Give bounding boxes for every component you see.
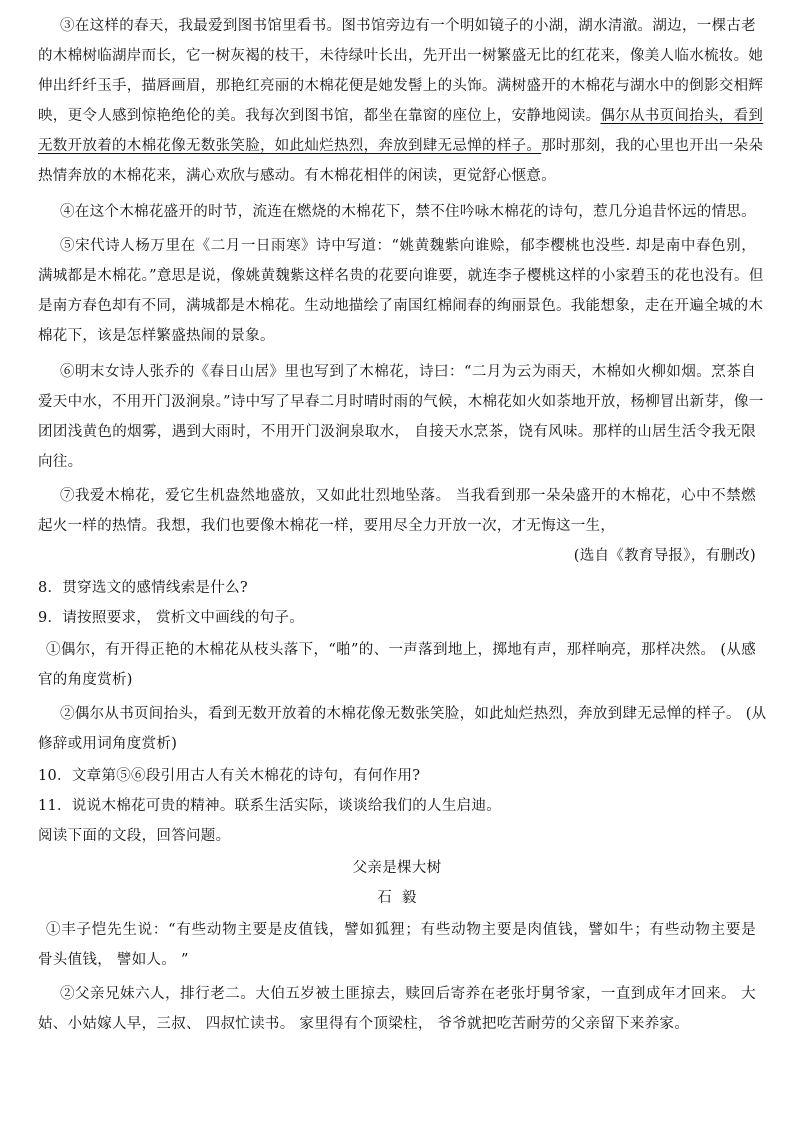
question-9-2-line-1: ②偶尔从书页间抬头，看到无数开放着的木棉花像无数张笑脸，如此灿烂热烈，奔放到肆无忌惮的样子。 (从 xyxy=(60,706,767,722)
p5-line-2: 满城都是木棉花。”意思是说，像姚黄魏紫这样名贵的花要向谁要，就连李子樱桃这样的小家碧玉的花也没有。但 xyxy=(38,268,764,284)
question-9: 9．请按照要求， 赏析文中画线的句子。 xyxy=(38,610,305,626)
underlined-sentence-part-2: 无数开放着的木棉花像无数张笑脸，如此灿烂热烈，奔放到肆无忌惮的样子。 xyxy=(38,138,542,154)
p2-2-line-2: 姑、小姑嫁人早，三叔、 四叔忙读书。 家里得有个顶梁柱， 爷爷就把吃苦耐劳的父亲留下来养家。 xyxy=(38,1016,690,1032)
p6-line-2: 爱天中水，不用开门汲涧泉。”诗中写了早春二月时晴时雨的气候，木棉花如火如荼地开放，杨柳冒出新芽，像一 xyxy=(38,394,764,410)
p3-line-6: 热情奔放的木棉花来，满心欢欣与感动。有木棉花相伴的闲读，更觉舒心惬意。 xyxy=(38,168,556,184)
question-11: 11．说说木棉花可贵的精神。联系生活实际，谈谈给我们的人生启迪。 xyxy=(38,798,502,814)
question-9-1-line-2: 官的角度赏析) xyxy=(38,672,133,688)
p3-line-5 xyxy=(38,136,764,156)
p2-1-line-2: 骨头值钱， 譬如人。 ” xyxy=(38,952,189,968)
p3-line-1: ③在这样的春天，我最爱到图书馆里看书。图书馆旁边有一个明如镜子的小湖，湖水清澈。湖边，一棵古老 xyxy=(60,18,756,34)
p5-line-4: 棉花下，该是怎样繁盛热闹的景象。 xyxy=(38,328,275,344)
p3-line-4-text: 映，更令人感到惊艳绝伦的美。我每次到图书馆，都坐在靠窗的座位上，安静地阅读。 xyxy=(38,108,601,124)
p2-1-line-1: ①丰子恺先生说：“有些动物主要是皮值钱，譬如狐狸；有些动物主要是肉值钱，譬如牛；有些动物主要是 xyxy=(46,922,756,938)
p3-line-2: 的木棉树临湖岸而长，它一树灰褐的枝干，未待绿叶长出，先开出一树繁盛无比的红花来，像美人临水梳妆。她 xyxy=(38,48,764,64)
question-9-2-line-2: 修辞或用词角度赏析) xyxy=(38,736,178,752)
question-10: 10．文章第⑤⑥段引用古人有关木棉花的诗句，有何作用? xyxy=(38,768,421,784)
p7-line-1: ⑦我爱木棉花，爱它生机盎然地盛放，又如此壮烈地坠落。 当我看到那一朵朵盛开的木棉花，心中不禁燃 xyxy=(60,488,756,504)
source-note: (选自《教育导报》，有删改) xyxy=(573,548,756,564)
p6-line-3: 团团浅黄色的烟雾，遇到大雨时，不用开门汲涧泉取水， 自接天水烹茶，饶有风味。那样的山居生活令我无限 xyxy=(38,424,756,440)
p3-line-4 xyxy=(38,106,764,126)
p4-line-1: ④在这个木棉花盛开的时节，流连在燃烧的木棉花下，禁不住吟咏木棉花的诗句，惹几分追昔怀远的情思。 xyxy=(60,204,756,220)
p3-line-5-text: 那时那刻，我的心里也开出一朵朵 xyxy=(541,138,764,154)
p6-line-1: ⑥明末女诗人张乔的《春日山居》里也写到了木棉花，诗曰：“二月为云为雨天，木棉如火柳如烟。烹茶自 xyxy=(60,364,756,380)
question-9-1-line-1: ①偶尔，有开得正艳的木棉花从枝头落下，“啪”的、一声落到地上，掷地有声，那样响亮，那样决然。 (从感 xyxy=(46,642,756,658)
underlined-sentence-part-1: 偶尔从书页间抬头，看到 xyxy=(600,108,764,124)
passage-author: 石 毅 xyxy=(377,890,417,906)
p5-line-3: 是南方春色却有不同，满城都是木棉花。生动地描绘了南国红棉闹春的绚丽景色。我能想象，走在开遍全城的木 xyxy=(38,298,764,314)
passage-title: 父亲是棵大树 xyxy=(352,860,442,876)
p2-2-line-1: ②父亲兄妹六人，排行老二。大伯五岁被土匪掠去，赎回后寄养在老张圩舅爷家，一直到成年才回来。 大 xyxy=(60,986,756,1002)
p7-line-2: 起火一样的热情。我想，我们也要像木棉花一样，要用尽全力开放一次，才无悔这一生， xyxy=(38,518,616,534)
reading-instruction: 阅读下面的文段，回答问题。 xyxy=(38,828,231,844)
question-8: 8．贯穿选文的感情线索是什么? xyxy=(38,580,248,596)
p6-line-4: 向往。 xyxy=(38,454,83,470)
p5-line-1: ⑤宋代诗人杨万里在《二月一日雨寒》诗中写道：“姚黄魏紫向谁赊，郁李樱桃也没些. 却是南中春色别， xyxy=(60,238,756,254)
p3-line-3: 伸出纤纤玉手，描唇画眉，那艳红亮丽的木棉花便是她发髻上的头饰。满树盛开的木棉花与湖水中的倒影交相辉 xyxy=(38,78,764,94)
